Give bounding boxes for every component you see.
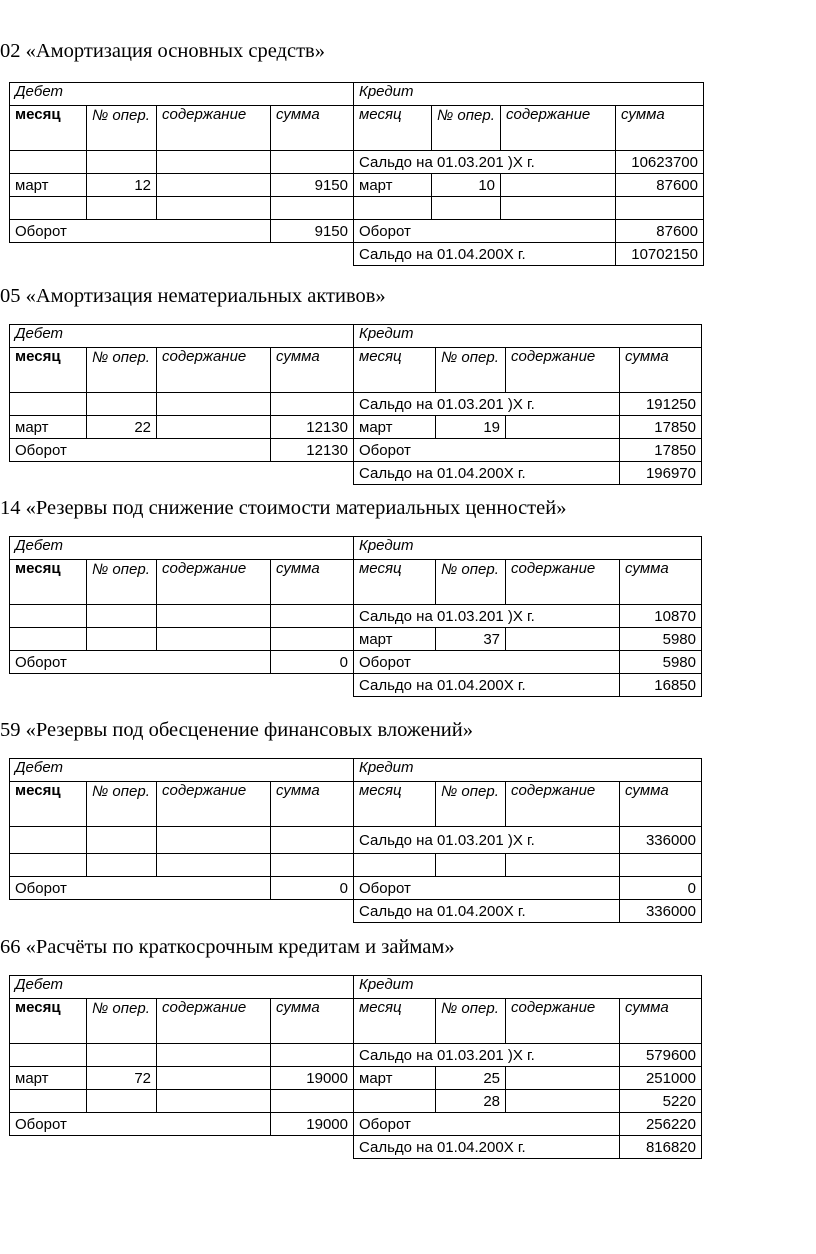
debit-content-header: содержание xyxy=(157,560,271,605)
debit-content-header: содержание xyxy=(157,106,271,151)
opening-balance-row xyxy=(10,393,702,416)
credit-turnover-value: 5980 xyxy=(620,651,702,674)
debit-turnover-label: Оборот xyxy=(10,877,271,900)
debit-op: 22 xyxy=(87,416,157,439)
debit-header: Дебет xyxy=(10,83,354,106)
turnover-row xyxy=(10,439,702,462)
closing-balance-label: Сальдо на 01.04.200Х г. xyxy=(354,674,620,697)
closing-balance-row xyxy=(10,674,702,697)
credit-amount: 17850 xyxy=(620,416,702,439)
credit-amount-header: сумма xyxy=(616,106,704,151)
debit-amount-header: сумма xyxy=(271,782,354,827)
credit-turnover-value: 0 xyxy=(620,877,702,900)
credit-month: март xyxy=(354,174,432,197)
credit-turnover-label: Оборот xyxy=(354,220,616,243)
credit-month-header: месяц xyxy=(354,782,436,827)
credit-header: Кредит xyxy=(354,325,702,348)
credit-op: 19 xyxy=(436,416,506,439)
debit-op-header: № опер. xyxy=(87,106,157,151)
debit-month-header: месяц xyxy=(10,106,87,151)
account-05-table xyxy=(9,324,702,485)
closing-balance-row xyxy=(10,900,702,923)
debit-amount-header: сумма xyxy=(271,999,354,1044)
credit-content-header: содержание xyxy=(501,106,616,151)
closing-balance-value: 16850 xyxy=(620,674,702,697)
table-row xyxy=(10,1067,702,1090)
opening-balance-value: 10623700 xyxy=(616,151,704,174)
closing-balance-row xyxy=(10,243,704,266)
debit-op: 72 xyxy=(87,1067,157,1090)
closing-balance-row xyxy=(10,462,702,485)
opening-balance-row xyxy=(10,1044,702,1067)
credit-turnover-label: Оборот xyxy=(354,1113,620,1136)
debit-turnover-label: Оборот xyxy=(10,220,271,243)
credit-month-header: месяц xyxy=(354,106,432,151)
debit-month-header: месяц xyxy=(10,999,87,1044)
credit-month-header: месяц xyxy=(354,348,436,393)
credit-month-header: месяц xyxy=(354,560,436,605)
debit-month-header: месяц xyxy=(10,560,87,605)
credit-header: Кредит xyxy=(354,759,702,782)
debit-op-header: № опер. xyxy=(87,560,157,605)
opening-balance-row xyxy=(10,151,704,174)
turnover-row xyxy=(10,220,704,243)
opening-balance-value: 10870 xyxy=(620,605,702,628)
opening-balance-label: Сальдо на 01.03.201 )Х г. xyxy=(354,827,620,854)
table-row xyxy=(10,1090,702,1113)
table-row xyxy=(10,416,702,439)
debit-month-header: месяц xyxy=(10,782,87,827)
debit-amount: 9150 xyxy=(271,174,354,197)
debit-turnover-value: 0 xyxy=(271,651,354,674)
credit-turnover-value: 17850 xyxy=(620,439,702,462)
opening-balance-value: 336000 xyxy=(620,827,702,854)
debit-turnover-label: Оборот xyxy=(10,439,271,462)
debit-turnover-value: 12130 xyxy=(271,439,354,462)
debit-content-header: содержание xyxy=(157,999,271,1044)
closing-balance-label: Сальдо на 01.04.200Х г. xyxy=(354,900,620,923)
account-59-table xyxy=(9,758,702,923)
debit-turnover-value: 9150 xyxy=(271,220,354,243)
closing-balance-label: Сальдо на 01.04.200Х г. xyxy=(354,243,616,266)
opening-balance-value: 191250 xyxy=(620,393,702,416)
credit-op-header: № опер. xyxy=(436,348,506,393)
debit-header: Дебет xyxy=(10,325,354,348)
account-66-table xyxy=(9,975,702,1159)
debit-op: 12 xyxy=(87,174,157,197)
credit-amount-header: сумма xyxy=(620,348,702,393)
debit-content-header: содержание xyxy=(157,782,271,827)
opening-balance-label: Сальдо на 01.03.201 )Х г. xyxy=(354,605,620,628)
credit-amount-header: сумма xyxy=(620,560,702,605)
opening-balance-label: Сальдо на 01.03.201 )Х г. xyxy=(354,151,616,174)
credit-turnover-value: 256220 xyxy=(620,1113,702,1136)
credit-turnover-label: Оборот xyxy=(354,651,620,674)
credit-op-header: № опер. xyxy=(432,106,501,151)
account-02-title: 02 «Амортизация основных средств» xyxy=(0,40,325,62)
credit-amount: 251000 xyxy=(620,1067,702,1090)
account-14-table xyxy=(9,536,702,697)
credit-content-header: содержание xyxy=(506,999,620,1044)
debit-op-header: № опер. xyxy=(87,348,157,393)
debit-month: март xyxy=(10,174,87,197)
credit-turnover-value: 87600 xyxy=(616,220,704,243)
account-05-title: 05 «Амортизация нематериальных активов» xyxy=(0,285,386,307)
closing-balance-row xyxy=(10,1136,702,1159)
credit-op: 10 xyxy=(432,174,501,197)
debit-month: март xyxy=(10,416,87,439)
debit-header: Дебет xyxy=(10,976,354,999)
table-row xyxy=(10,854,702,877)
debit-turnover-label: Оборот xyxy=(10,1113,271,1136)
turnover-row xyxy=(10,1113,702,1136)
opening-balance-label: Сальдо на 01.03.201 )Х г. xyxy=(354,1044,620,1067)
opening-balance-label: Сальдо на 01.03.201 )Х г. xyxy=(354,393,620,416)
credit-op: 25 xyxy=(436,1067,506,1090)
credit-month: март xyxy=(354,628,436,651)
credit-op: 28 xyxy=(436,1090,506,1113)
credit-header: Кредит xyxy=(354,83,704,106)
debit-amount: 19000 xyxy=(271,1067,354,1090)
closing-balance-label: Сальдо на 01.04.200Х г. xyxy=(354,462,620,485)
opening-balance-row xyxy=(10,605,702,628)
debit-op-header: № опер. xyxy=(87,782,157,827)
credit-op-header: № опер. xyxy=(436,560,506,605)
credit-amount-header: сумма xyxy=(620,782,702,827)
turnover-row xyxy=(10,651,702,674)
credit-turnover-label: Оборот xyxy=(354,439,620,462)
debit-amount-header: сумма xyxy=(271,106,354,151)
credit-content-header: содержание xyxy=(506,560,620,605)
account-14-title: 14 «Резервы под снижение стоимости материальных ценностей» xyxy=(0,497,567,519)
closing-balance-value: 10702150 xyxy=(616,243,704,266)
credit-turnover-label: Оборот xyxy=(354,877,620,900)
debit-turnover-value: 0 xyxy=(271,877,354,900)
credit-content-header: содержание xyxy=(506,782,620,827)
opening-balance-row xyxy=(10,827,702,854)
table-row xyxy=(10,628,702,651)
debit-turnover-label: Оборот xyxy=(10,651,271,674)
account-66-title: 66 «Расчёты по краткосрочным кредитам и займам» xyxy=(0,936,455,958)
credit-amount: 87600 xyxy=(616,174,704,197)
debit-header: Дебет xyxy=(10,537,354,560)
credit-op-header: № опер. xyxy=(436,999,506,1044)
closing-balance-value: 816820 xyxy=(620,1136,702,1159)
credit-amount: 5220 xyxy=(620,1090,702,1113)
debit-op-header: № опер. xyxy=(87,999,157,1044)
debit-header: Дебет xyxy=(10,759,354,782)
table-row xyxy=(10,197,704,220)
debit-amount-header: сумма xyxy=(271,560,354,605)
debit-amount: 12130 xyxy=(271,416,354,439)
table-row xyxy=(10,174,704,197)
credit-content-header: содержание xyxy=(506,348,620,393)
credit-header: Кредит xyxy=(354,537,702,560)
opening-balance-value: 579600 xyxy=(620,1044,702,1067)
debit-month-header: месяц xyxy=(10,348,87,393)
debit-month: март xyxy=(10,1067,87,1090)
account-59-title: 59 «Резервы под обесценение финансовых вложений» xyxy=(0,719,473,741)
closing-balance-value: 336000 xyxy=(620,900,702,923)
closing-balance-value: 196970 xyxy=(620,462,702,485)
credit-op-header: № опер. xyxy=(436,782,506,827)
credit-amount-header: сумма xyxy=(620,999,702,1044)
credit-month-header: месяц xyxy=(354,999,436,1044)
account-02-table xyxy=(9,82,704,266)
closing-balance-label: Сальдо на 01.04.200Х г. xyxy=(354,1136,620,1159)
turnover-row xyxy=(10,877,702,900)
debit-amount-header: сумма xyxy=(271,348,354,393)
credit-month: март xyxy=(354,1067,436,1090)
credit-header: Кредит xyxy=(354,976,702,999)
credit-op: 37 xyxy=(436,628,506,651)
credit-month: март xyxy=(354,416,436,439)
debit-turnover-value: 19000 xyxy=(271,1113,354,1136)
debit-content-header: содержание xyxy=(157,348,271,393)
credit-amount: 5980 xyxy=(620,628,702,651)
